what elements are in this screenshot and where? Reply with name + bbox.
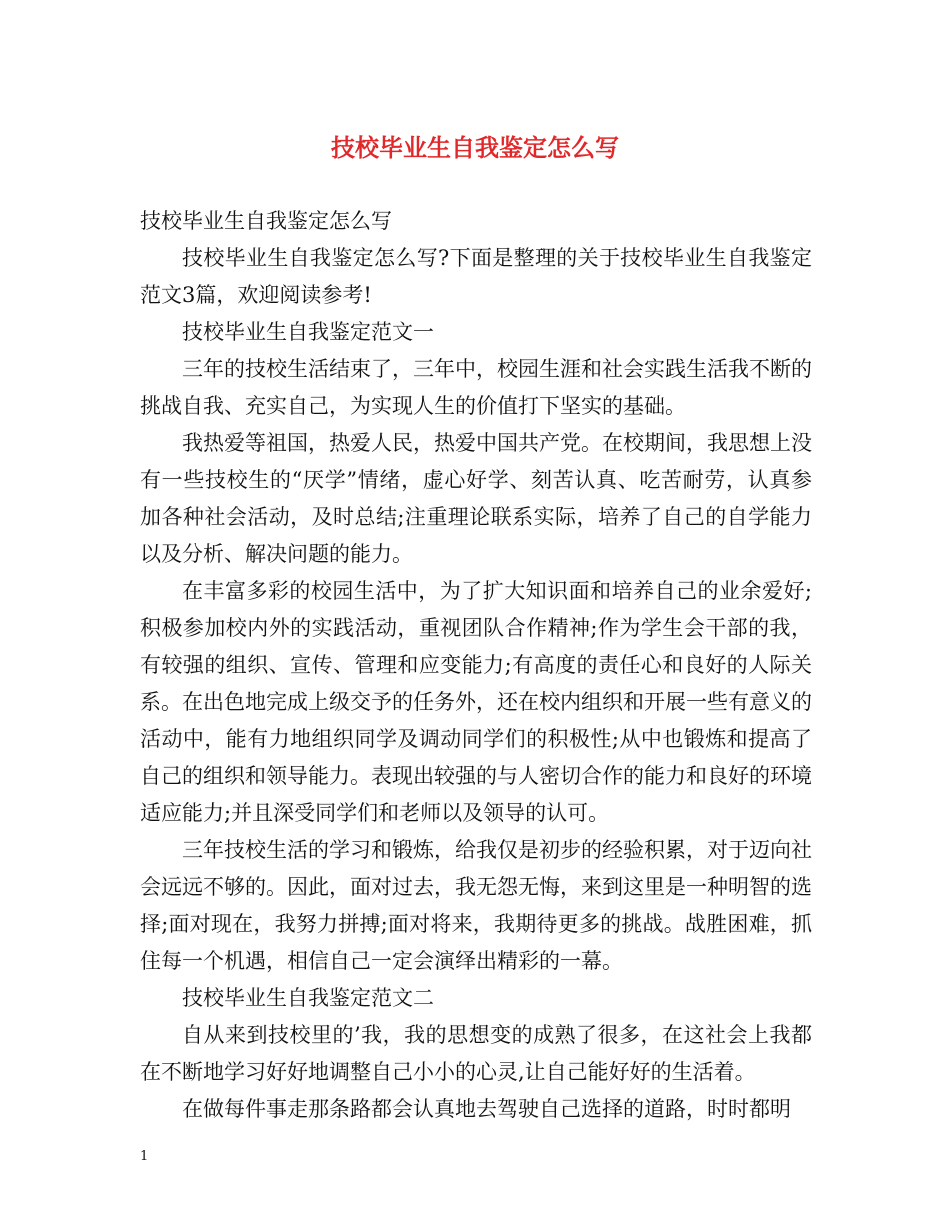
paragraph-heading: 技校毕业生自我鉴定怎么写 xyxy=(140,209,392,233)
section-heading-sample-one: 技校毕业生自我鉴定范文一 xyxy=(182,320,434,344)
paragraph: 在丰富多彩的校园生活中，为了扩大知识面和培养自己的业余爱好;积极参加校内外的实践活动，重视团队合作精神;作为学生会干部的我，有较强的组织、宣传、管理和应变能力;有高度的责任心和良好的人际关系。在出色地完成上级交予的任务外，还在校内组织和开展一些有意义的活动中，能有力地组织同学及调动同学们的积极性;从中也锻炼和提高了自己的组织和领导能力。表现出较强的与人密切合作的能力和良好的环境适应能力;并且深受同学们和老师以及领导的认可。 xyxy=(140,579,812,825)
page-number: 1 xyxy=(140,1149,149,1164)
document-body xyxy=(140,203,812,1128)
paragraph: 在做每件事走那条路都会认真地去驾驶自己选择的道路，时时都明 xyxy=(182,1097,791,1121)
paragraph-intro: 技校毕业生自我鉴定怎么写?下面是整理的关于技校毕业生自我鉴定范文3篇，欢迎阅读参考! xyxy=(140,246,812,307)
document-title: 技校毕业生自我鉴定怎么写 xyxy=(331,133,619,162)
paragraph: 三年的技校生活结束了，三年中，校园生涯和社会实践生活我不断的挑战自我、充实自己，为实现人生的价值打下坚实的基础。 xyxy=(140,357,812,418)
section-heading-sample-two: 技校毕业生自我鉴定范文二 xyxy=(182,986,434,1010)
paragraph: 自从来到技校里的’我，我的思想变的成熟了很多，在这社会上我都在不断地学习好好地调整自己小小的心灵,让自己能好好的生活着。 xyxy=(140,1023,812,1084)
paragraph: 三年技校生活的学习和锻炼，给我仅是初步的经验积累，对于迈向社会远远不够的。因此，面对过去，我无怨无悔，来到这里是一种明智的选择;面对现在，我努力拼搏;面对将来，我期待更多的挑战。战胜困难，抓住每一个机遇，相信自己一定会演绎出精彩的一幕。 xyxy=(140,838,812,973)
paragraph: 我热爱等祖国，热爱人民，热爱中国共产党。在校期间，我思想上没有一些技校生的“厌学”情绪，虚心好学、刻苦认真、吃苦耐劳，认真参加各种社会活动，及时总结;注重理论联系实际，培养了自己的自学能力以及分析、解决问题的能力。 xyxy=(140,431,812,566)
